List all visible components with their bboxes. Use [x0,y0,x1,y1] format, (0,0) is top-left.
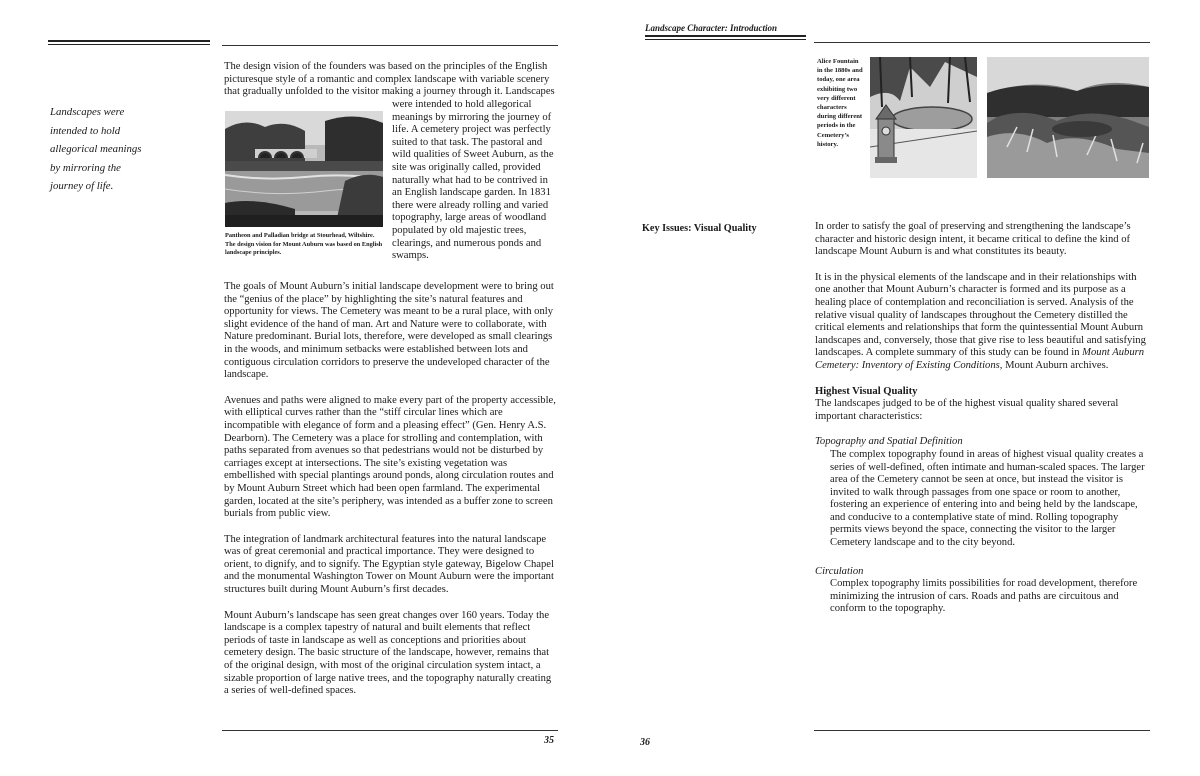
highest-visual-quality-text: The landscapes judged to be of the highest visual quality shared several important characteristics: [815,398,1119,422]
left-footer-rule [222,730,558,731]
paragraph-goals: The goals of Mount Auburn’s initial landscape development were to bring out the “genius of the place” by highlighting the site’s natural features and opportunity for views. The Cemetery was meant to be a rural place, with only slight evidence of the hand of man. Art and Nature were to collaborate, with Nature predominant. Burial lots, therefore, were developed as small clearings in the woods, and minimum setbacks were established between lots and contiguous circulation corridors to preserve the undeveloped character of the landscape. [224,281,554,381]
paragraph-physical [815,272,1150,373]
circulation-heading: Circulation [815,565,864,577]
highest-visual-quality-heading: Highest Visual Quality [815,385,918,397]
citation-tail: Mount Auburn archives. [1002,359,1109,371]
right-header-title: Landscape Character: Introduction [645,23,778,33]
right-page-number: 36 [640,737,650,748]
paragraph-physical-text: It is in the physical elements of the landscape and in their relationships with one another that Mount Auburn’s character is formed and its purpose as a healing place of contemplation and reconciliation is served. Analysis of the relative visual quality of landscapes throughout the Cemetery distilled the critical elements and relationships that form the quintessential Mount Auburn landscapes and, conversely, those that give rise to less beautiful and satisfying landscapes. A complete summary of this study can be found in [815,271,1146,359]
fountain-caption-text: Alice Fountain in the 1880s and today, one area exhibiting two very different characters during different periods in the Cemetery’s history. [817,58,863,148]
paragraph-goal: In order to satisfy the goal of preserving and strengthening the landscape’s character and historic design intent, it became critical to define the kind of landscape Mount Auburn is and what constitutes its beauty. [815,221,1131,258]
right-footer-rule [814,730,1150,731]
stourhead-caption [225,232,385,258]
wrap-text: were intended to hold allegorical meanings by mirroring the journey of life. A cemetery project was perfectly suited to that task. The pastoral and wild qualities of Sweet Auburn, as the site was originally called, provided naturally what had to be contrived in an English landscape garden. In 1831 there were already rolling and varied topography, large areas of woodland populated by old majestic trees, clearings, and numerous ponds and swamps. [392,99,554,262]
left-sidenote [50,103,150,196]
stourhead-caption-text: Pantheon and Palladian bridge at Stourhead, Wiltshire. The design vision for Mount Auburn was based on English landscape principles. [225,232,383,257]
paragraph-avenues: Avenues and paths were aligned to make every part of the property accessible, with elliptical curves rather than the “stiff circular lines which are incompatible with elegance of form and a pleasing effect” (Gen. Henry A.S. Dearborn). The Cemetery was a place for strolling and contemplation, with paths separated from avenues so that pedestrians would not be disturbed by carriages except at intersections. The site’s existing vegetation was embellished with special plantings around ponds, along circulation routes and by Mount Auburn Street which had been open farmland. The experimental garden, located at the site’s periphery, was intended as a buffer zone to screen burials from public view. [224,394,556,520]
key-issues-label: Key Issues: Visual Quality [642,223,757,234]
right-header-rule-thick [645,35,806,40]
circulation-text: Complex topography limits possibilities for road development, therefore minimizing the intrusion of cars. Roads and paths are circuitous and conform to the topography. [830,578,1138,615]
sidenote-text: Landscapes were intended to hold allegorical meanings by mirroring the journey of life. [50,106,142,192]
left-header-rule [222,45,558,46]
citation-title: Mount Auburn Cemetery: Inventory of Existing Conditions, [815,347,1145,371]
left-intro-text [224,61,558,99]
intro-text: The design vision of the founders was based on the principles of the English picturesque style of a romantic and complex landscape with variable scenery that gradually unfolded to the visitor making a journey through it. Landscapes [224,61,555,98]
right-header-rule [814,42,1150,43]
fountain-1880s-image [870,57,977,178]
fountain-1880s-photo [870,57,977,178]
topography-text: The complex topography found in areas of highest visual quality creates a series of well-defined, often intimate and human-scaled spaces. The larger area of the Cemetery cannot be seen at once, but instead the visitor is invited to walk through passages from one space or room to another, fostering an experience of entering into and being held by the landscape, and conducive to a contemplative state of mind. Rolling topography permits views beyond the space, connecting the visitor to the larger Cemetery landscape and to the city beyond. [830,448,1145,549]
topography-heading: Topography and Spatial Definition [815,436,963,448]
left-body-paragraphs [224,281,558,711]
left-page-number: 35 [544,735,554,746]
fountain-today-photo [987,57,1149,178]
right-body [815,221,1150,629]
left-header-rule-thick [48,40,210,45]
fountain-today-image [987,57,1149,178]
paragraph-changes: Mount Auburn’s landscape has seen great changes over 160 years. Today the landscape is a complex tapestry of natural and built elements that reflect periods of taste in landscape as well as conceptions and priorities about cemetery design. The basic structure of the landscape, however, remains that of the original design, with most of the original circulation system intact, a sizable proportion of large native trees, and the topography naturally creating a series of well-defined spaces. [224,609,552,697]
left-wrap-text [392,99,558,263]
paragraph-integration: The integration of landmark architectural features into the natural landscape was of great ceremonial and practical importance. They were designed to orient, to dignify, and to signify. The Egyptian style gateway, Bigelow Chapel and the monumental Washington Tower on Mount Auburn were the important structures built during Mount Auburn’s first decades. [224,533,554,596]
fountain-caption [817,57,865,149]
stourhead-photo [225,111,383,227]
stourhead-photo-image [225,111,383,227]
